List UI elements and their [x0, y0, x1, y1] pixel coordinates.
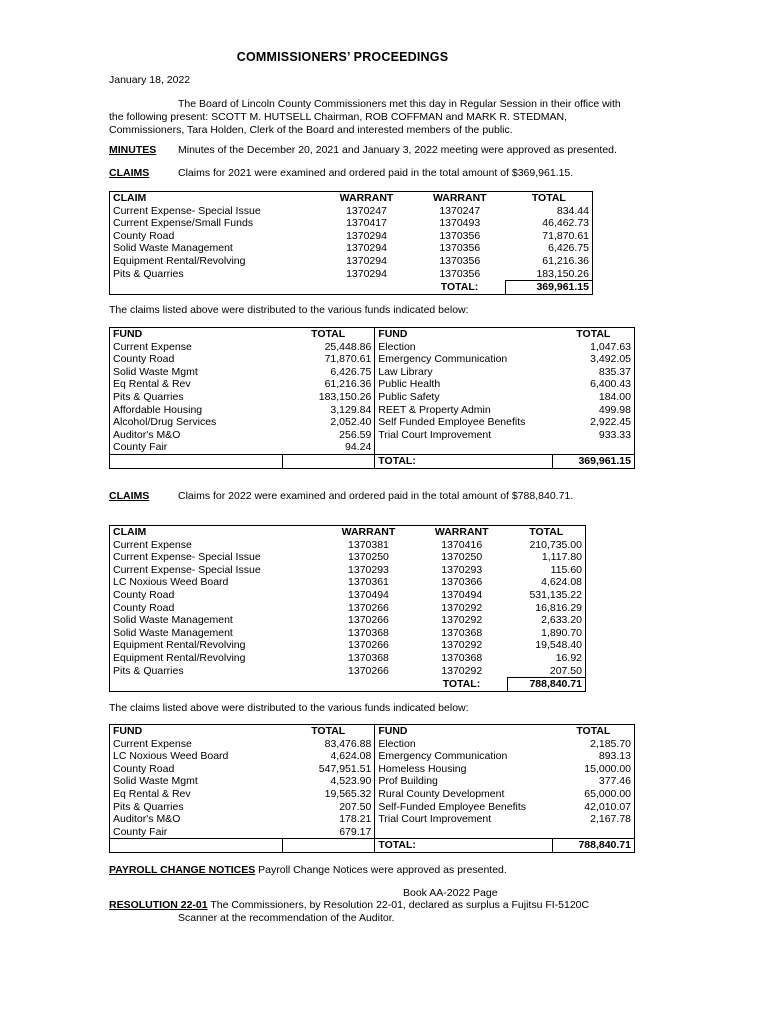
- cell: Public Safety: [375, 391, 553, 404]
- cell: 4,523.90: [330, 775, 372, 788]
- cell: [553, 826, 635, 839]
- cell: 1370266: [348, 614, 389, 627]
- table-row: [110, 801, 635, 814]
- cell: 1370356: [439, 242, 481, 255]
- cell: [110, 281, 320, 295]
- table-row: [110, 627, 586, 640]
- cell: 15,000.00: [584, 762, 631, 775]
- table-row: [110, 576, 586, 589]
- cell: [319, 281, 414, 295]
- cell: 256.59: [339, 428, 372, 441]
- cell: Current Expense- Special Issue: [113, 204, 261, 217]
- cell: Pits & Quarries: [113, 267, 184, 280]
- total-value: 369,961.15: [506, 281, 593, 295]
- table-row: [110, 738, 635, 751]
- claims-2021-section: [109, 167, 573, 179]
- cell: Pits & Quarries: [113, 390, 184, 403]
- total-row: [110, 678, 586, 692]
- table-row: [110, 826, 635, 839]
- cell: Public Health: [375, 378, 553, 391]
- cell: 1370292: [441, 639, 483, 652]
- col-header: TOTAL: [576, 725, 611, 737]
- cell: 184.00: [598, 390, 631, 403]
- cell: 1370293: [441, 563, 483, 576]
- table-header-row: [110, 526, 586, 539]
- cell: Rural County Development: [375, 788, 553, 801]
- cell: 1370368: [441, 626, 483, 639]
- cell: 1370356: [439, 254, 481, 267]
- col-header: FUND: [375, 725, 553, 738]
- resolution-text-1: The Commissioners, by Resolution 22-01, declared as surplus a Fujitsu FI-5120C: [207, 899, 590, 911]
- cell: Trial Court Improvement: [375, 813, 553, 826]
- table-row: [110, 763, 635, 776]
- col-header: WARRANT: [432, 192, 487, 204]
- cell: 71,870.61: [324, 353, 372, 366]
- cell: Equipment Rental/Revolving: [113, 651, 246, 664]
- cell: 42,010.07: [584, 800, 631, 813]
- cell: [282, 454, 375, 468]
- intro-line-1: The Board of Lincoln County Commissioners met this day in Regular Session in their office with: [178, 98, 621, 110]
- cell: 1370292: [441, 664, 483, 677]
- book-page-ref: Book AA-2022 Page: [403, 887, 498, 899]
- cell: 1370247: [439, 204, 481, 217]
- table-row: [110, 268, 593, 281]
- claims-2021-table: [109, 191, 593, 295]
- cell: 1370381: [348, 538, 389, 551]
- page-title: COMMISSIONERS’ PROCEEDINGS: [236, 50, 449, 64]
- resolution-section: [109, 899, 689, 925]
- cell: 71,870.61: [542, 229, 589, 242]
- cell: Election: [375, 738, 553, 751]
- cell: Pits & Quarries: [113, 800, 184, 813]
- cell: 46,462.73: [542, 217, 589, 230]
- cell: Current Expense- Special Issue: [113, 563, 261, 576]
- minutes-text: Minutes of the December 20, 2021 and January 3, 2022 meeting were approved as presented.: [178, 144, 617, 156]
- cell: Auditor's M&O: [113, 428, 181, 441]
- cell: Pits & Quarries: [113, 664, 184, 677]
- cell: [110, 454, 283, 468]
- cell: 1370292: [441, 601, 483, 614]
- cell: 1,047.63: [590, 340, 631, 353]
- col-header: CLAIM: [113, 192, 147, 204]
- cell: 6,400.43: [590, 378, 631, 391]
- cell: 65,000.00: [584, 787, 631, 800]
- cell: 1370294: [346, 229, 387, 242]
- table-row: [110, 750, 635, 763]
- cell: 1370493: [439, 217, 481, 230]
- table-row: [110, 788, 635, 801]
- meeting-date: January 18, 2022: [109, 74, 191, 86]
- cell: 835.37: [598, 365, 631, 378]
- table-row: [110, 378, 635, 391]
- claims-2022-section: [109, 490, 573, 502]
- table-row: [110, 416, 635, 429]
- cell: Alcohol/Drug Services: [113, 416, 217, 429]
- table-row: [110, 564, 586, 577]
- table-row: [110, 242, 593, 255]
- cell: 2,167.78: [590, 813, 631, 826]
- cell: Current Expense: [113, 538, 192, 551]
- cell: Election: [375, 341, 553, 354]
- distributed-note-1: The claims listed above were distributed to the various funds indicated below:: [109, 304, 469, 316]
- cell: 1370366: [441, 576, 483, 589]
- cell: 531,135.22: [529, 588, 582, 601]
- table-row: [110, 551, 586, 564]
- cell: 1,117.80: [541, 551, 582, 564]
- cell: 377.46: [598, 775, 631, 788]
- cell: 19,565.32: [324, 787, 372, 800]
- cell: County Road: [113, 762, 175, 775]
- cell: 210,735.00: [529, 538, 582, 551]
- cell: Trial Court Improvement: [375, 429, 553, 442]
- total-row: [110, 281, 593, 295]
- cell: Solid Waste Mgmt: [113, 775, 198, 788]
- table-row: [110, 602, 586, 615]
- cell: [282, 839, 375, 853]
- cell: 183,150.26: [536, 267, 589, 280]
- cell: 1370292: [441, 614, 483, 627]
- funds-2021-table: [109, 327, 635, 469]
- table-header-row: [110, 328, 635, 341]
- table-row: [110, 665, 586, 678]
- cell: 2,052.40: [330, 416, 372, 429]
- cell: 1370266: [348, 639, 389, 652]
- cell: Eq Rental & Rev: [113, 378, 191, 391]
- cell: Emergency Communication: [375, 353, 553, 366]
- cell: LC Noxious Weed Board: [113, 750, 229, 763]
- cell: 1370250: [441, 551, 483, 564]
- cell: 207.50: [549, 664, 582, 677]
- table-row: [110, 391, 635, 404]
- claims-2022-text: Claims for 2022 were examined and ordered paid in the total amount of $788,840.71.: [178, 490, 574, 502]
- claims-2021-label: CLAIMS: [109, 167, 150, 179]
- cell: Solid Waste Mgmt: [113, 365, 198, 378]
- total-value: 788,840.71: [553, 839, 635, 853]
- col-header: CLAIM: [113, 526, 147, 538]
- cell: Self-Funded Employee Benefits: [375, 801, 553, 814]
- cell: Solid Waste Management: [113, 614, 233, 627]
- intro-line-2: the following present: SCOTT M. HUTSELL Chairman, ROB COFFMAN and MARK R. STEDMAN,: [109, 111, 568, 123]
- cell: 834.44: [556, 204, 589, 217]
- resolution-label: RESOLUTION 22-01: [109, 899, 208, 911]
- cell: County Road: [113, 601, 175, 614]
- cell: 1370417: [346, 217, 387, 230]
- cell: Auditor's M&O: [113, 813, 181, 826]
- table-row: [110, 366, 635, 379]
- col-header: TOTAL: [531, 192, 566, 204]
- table-row: [110, 539, 586, 552]
- cell: 6,426.75: [330, 365, 372, 378]
- cell: Self Funded Employee Benefits: [375, 416, 553, 429]
- table-row: [110, 441, 635, 454]
- claims-2021-text: Claims for 2021 were examined and ordered paid in the total amount of $369,961.15.: [178, 167, 574, 179]
- col-header: TOTAL: [311, 328, 346, 340]
- cell: County Road: [113, 353, 175, 366]
- cell: Law Library: [375, 366, 553, 379]
- cell: 3,129.84: [330, 403, 372, 416]
- table-row: [110, 589, 586, 602]
- col-header: WARRANT: [434, 526, 489, 538]
- resolution-text-2: Scanner at the recommendation of the Auditor.: [178, 912, 395, 924]
- cell: 1370266: [348, 664, 389, 677]
- cell: Homeless Housing: [375, 763, 553, 776]
- total-value: 369,961.15: [553, 454, 635, 468]
- cell: [321, 678, 416, 692]
- cell: 115.60: [550, 563, 582, 576]
- cell: 499.98: [598, 403, 631, 416]
- cell: 1370293: [348, 563, 389, 576]
- cell: 2,633.20: [541, 614, 582, 627]
- cell: 4,624.08: [541, 576, 582, 589]
- cell: 1370356: [439, 229, 481, 242]
- cell: Prof Building: [375, 775, 553, 788]
- table-row: [110, 353, 635, 366]
- cell: 4,624.08: [330, 750, 372, 763]
- cell: 1370368: [348, 626, 389, 639]
- cell: 679.17: [339, 825, 372, 838]
- intro-paragraph: [109, 98, 689, 137]
- cell: [110, 678, 322, 692]
- cell: 16,816.29: [535, 601, 582, 614]
- cell: 207.50: [339, 800, 372, 813]
- table-row: [110, 775, 635, 788]
- table-row: [110, 230, 593, 243]
- distributed-note-2: The claims listed above were distributed to the various funds indicated below:: [109, 702, 469, 714]
- cell: Current Expense: [113, 340, 192, 353]
- cell: Solid Waste Management: [113, 626, 233, 639]
- table-row: [110, 639, 586, 652]
- cell: Current Expense/Small Funds: [113, 217, 254, 230]
- total-label: TOTAL:: [440, 280, 479, 293]
- cell: 933.33: [598, 428, 631, 441]
- cell: Emergency Communication: [375, 750, 553, 763]
- cell: County Fair: [113, 825, 168, 838]
- table-row: [110, 205, 593, 218]
- cell: 1370356: [439, 267, 481, 280]
- cell: 83,476.88: [324, 737, 372, 750]
- table-row: [110, 429, 635, 442]
- cell: 61,216.36: [542, 254, 589, 267]
- payroll-section: [109, 864, 507, 876]
- col-header: FUND: [113, 725, 143, 737]
- cell: 1370294: [346, 242, 387, 255]
- claims-2022-label: CLAIMS: [109, 490, 150, 502]
- cell: 16.92: [555, 651, 582, 664]
- cell: 19,548.40: [535, 639, 582, 652]
- cell: Affordable Housing: [113, 403, 203, 416]
- payroll-label: PAYROLL CHANGE NOTICES: [109, 864, 256, 876]
- cell: 1370247: [346, 204, 387, 217]
- cell: County Road: [113, 588, 175, 601]
- cell: 61,216.36: [324, 378, 372, 391]
- cell: County Road: [113, 229, 175, 242]
- cell: Equipment Rental/Revolving: [113, 254, 246, 267]
- cell: 1370368: [441, 651, 483, 664]
- col-header: TOTAL: [529, 526, 564, 538]
- cell: 1370266: [348, 601, 389, 614]
- col-header: TOTAL: [311, 725, 346, 737]
- table-header-row: [110, 725, 635, 738]
- cell: LC Noxious Weed Board: [113, 576, 229, 589]
- cell: 25,448.86: [324, 340, 372, 353]
- cell: [110, 839, 283, 853]
- table-row: [110, 813, 635, 826]
- cell: Equipment Rental/Revolving: [113, 639, 246, 652]
- cell: 3,492.05: [590, 353, 631, 366]
- total-value: 788,840.71: [508, 678, 586, 692]
- cell: 178.21: [339, 813, 372, 826]
- table-row: [110, 614, 586, 627]
- total-label: TOTAL:: [375, 839, 553, 853]
- cell: 1370294: [346, 267, 387, 280]
- cell: 183,150.26: [318, 390, 372, 403]
- table-row: [110, 255, 593, 268]
- cell: 893.13: [598, 750, 631, 763]
- cell: County Fair: [113, 441, 168, 454]
- claims-2022-table: [109, 525, 586, 692]
- total-label: TOTAL:: [375, 454, 553, 468]
- col-header: FUND: [375, 328, 553, 341]
- cell: [375, 826, 553, 839]
- minutes-label: MINUTES: [109, 144, 157, 156]
- total-row: [110, 454, 635, 468]
- cell: Eq Rental & Rev: [113, 787, 191, 800]
- col-header: TOTAL: [576, 328, 611, 340]
- table-row: [110, 341, 635, 354]
- cell: 1,890.70: [541, 626, 582, 639]
- cell: 1370494: [348, 588, 389, 601]
- funds-2022-table: [109, 724, 635, 853]
- cell: 1370294: [346, 254, 387, 267]
- cell: 94.24: [345, 441, 372, 454]
- cell: 1370494: [441, 588, 483, 601]
- cell: [553, 441, 635, 454]
- cell: Solid Waste Management: [113, 242, 233, 255]
- table-header-row: [110, 192, 593, 205]
- total-label: TOTAL:: [442, 677, 481, 690]
- cell: [375, 441, 553, 454]
- minutes-section: [109, 144, 617, 156]
- table-row: [110, 404, 635, 417]
- cell: 1370250: [348, 551, 389, 564]
- cell: 1370361: [348, 576, 389, 589]
- total-row: [110, 839, 635, 853]
- table-row: [110, 217, 593, 230]
- cell: Current Expense- Special Issue: [113, 551, 261, 564]
- cell: 1370416: [441, 538, 483, 551]
- cell: 6,426.75: [548, 242, 589, 255]
- cell: 2,185.70: [590, 737, 631, 750]
- cell: REET & Property Admin: [375, 404, 553, 417]
- intro-line-3: Commissioners, Tara Holden, Clerk of the Board and interested members of the public.: [109, 124, 513, 136]
- col-header: FUND: [113, 328, 143, 340]
- payroll-text: Payroll Change Notices were approved as presented.: [255, 864, 507, 876]
- cell: 2,922.45: [590, 416, 631, 429]
- table-row: [110, 652, 586, 665]
- cell: 1370368: [348, 651, 389, 664]
- cell: 547,951.51: [318, 762, 372, 775]
- col-header: WARRANT: [339, 192, 394, 204]
- col-header: WARRANT: [341, 526, 396, 538]
- cell: Current Expense: [113, 737, 192, 750]
